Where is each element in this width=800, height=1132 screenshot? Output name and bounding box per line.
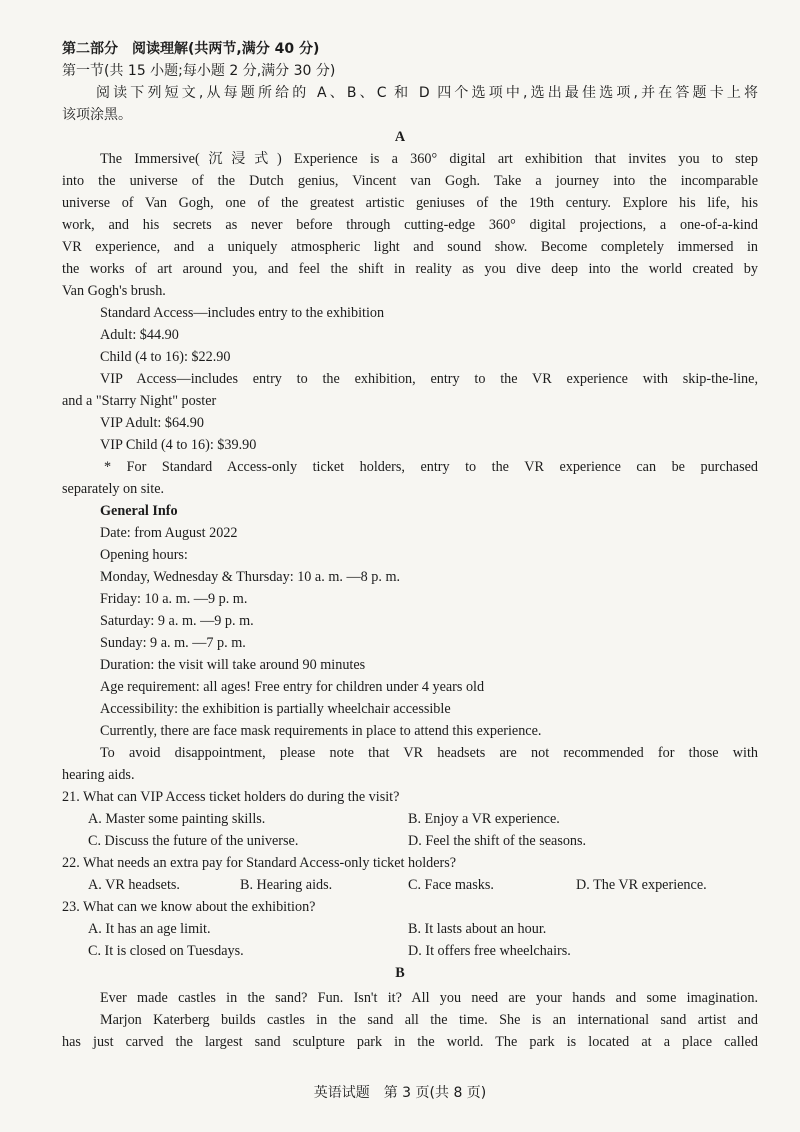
hours-line: Friday: 10 a. m. —9 p. m. [100,591,248,607]
vip-child-price: VIP Child (4 to 16): $39.90 [100,437,257,453]
passage-a-line: The Immersive(沉浸式) Experience is a 360° digital art exhibition that invites you to step [100,151,758,167]
info-age-requirement: Age requirement: all ages! Free entry for children under 4 years old [100,679,485,695]
info-date: Date: from August 2022 [100,525,238,541]
info-duration: Duration: the visit will take around 90 minutes [100,657,366,673]
ticket-note: separately on site. [62,481,165,497]
question-stem: 23. What can we know about the exhibition? [62,899,316,915]
passage-a-line: the works of art around you, and feel the shift in reality as you dive deep into the world created by [62,261,758,277]
passage-a-line: Van Gogh's brush. [62,283,166,299]
option-b: B. It lasts about an hour. [408,921,547,937]
passage-b-line: Ever made castles in the sand? Fun. Isn't it? All you need are your hands and some imagination. [100,990,758,1006]
standard-access: Standard Access—includes entry to the exhibition [100,305,385,321]
vr-note: hearing aids. [62,767,135,783]
hours-line: Saturday: 9 a. m. —9 p. m. [100,613,254,629]
vip-adult-price: VIP Adult: $64.90 [100,415,204,431]
option-a: A. VR headsets. [88,877,180,893]
passage-a-line: VR experience, and a uniquely atmospheric light and sound show. Become completely immersed in [62,239,758,255]
option-d: D. Feel the shift of the seasons. [408,833,587,849]
question-stem: 22. What needs an extra pay for Standard Access-only ticket holders? [62,855,457,871]
passage-b-label: B [395,965,405,981]
hours-line: Monday, Wednesday & Thursday: 10 a. m. —8 p. m. [100,569,401,585]
passage-b-line: Marjon Katerberg builds castles in the sand all the time. She is an international sand artist and [100,1012,758,1028]
ticket-note: * For Standard Access-only ticket holders, entry to the VR experience can be purchased [104,459,758,475]
option-b: B. Hearing aids. [240,877,333,893]
section-title: 第一节(共 15 小题;每小题 2 分,满分 30 分) [62,63,336,79]
option-d: D. It offers free wheelchairs. [408,943,571,959]
option-a: A. Master some painting skills. [88,811,266,827]
info-accessibility: Accessibility: the exhibition is partially wheelchair accessible [100,701,451,717]
child-price: Child (4 to 16): $22.90 [100,349,231,365]
passage-b-line: has just carved the largest sand sculpture park in the world. The park is located at a place called [62,1034,758,1050]
option-c: C. Discuss the future of the universe. [88,833,299,849]
option-a: A. It has an age limit. [88,921,211,937]
instruction-line: 阅读下列短文,从每题所给的 A、B、C 和 D 四个选项中,选出最佳选项,并在答题卡上将 [96,85,758,101]
general-info-heading: General Info [100,503,178,519]
option-c: C. Face masks. [408,877,494,893]
instruction-line: 该项涂黑。 [62,107,132,123]
opening-hours-label: Opening hours: [100,547,188,563]
option-d: D. The VR experience. [576,877,707,893]
passage-a-line: into the universe of the Dutch genius, Vincent van Gogh. Take a journey into the incomparable [62,173,758,189]
vr-note: To avoid disappointment, please note that VR headsets are not recommended for those with [100,745,758,761]
option-c: C. It is closed on Tuesdays. [88,943,244,959]
adult-price: Adult: $44.90 [100,327,179,343]
page-footer: 英语试题 第 3 页(共 8 页) [313,1085,487,1101]
question-stem: 21. What can VIP Access ticket holders do during the visit? [62,789,400,805]
mask-note: Currently, there are face mask requirements in place to attend this experience. [100,723,542,739]
part-title: 第二部分 阅读理解(共两节,满分 40 分) [62,41,320,57]
option-b: B. Enjoy a VR experience. [408,811,560,827]
passage-a-line: universe of Van Gogh, one of the greatest artistic geniuses of the 19th century. Explore his life, his [62,195,758,211]
vip-access: and a "Starry Night" poster [62,393,217,409]
vip-access: VIP Access—includes entry to the exhibition, entry to the VR experience with skip-the-line, [100,371,758,387]
passage-a-label: A [394,129,406,145]
passage-a-line: work, and his secrets as never before through cutting-edge 360° digital projections, a one-of-a-kind [62,217,758,233]
hours-line: Sunday: 9 a. m. —7 p. m. [100,635,246,651]
